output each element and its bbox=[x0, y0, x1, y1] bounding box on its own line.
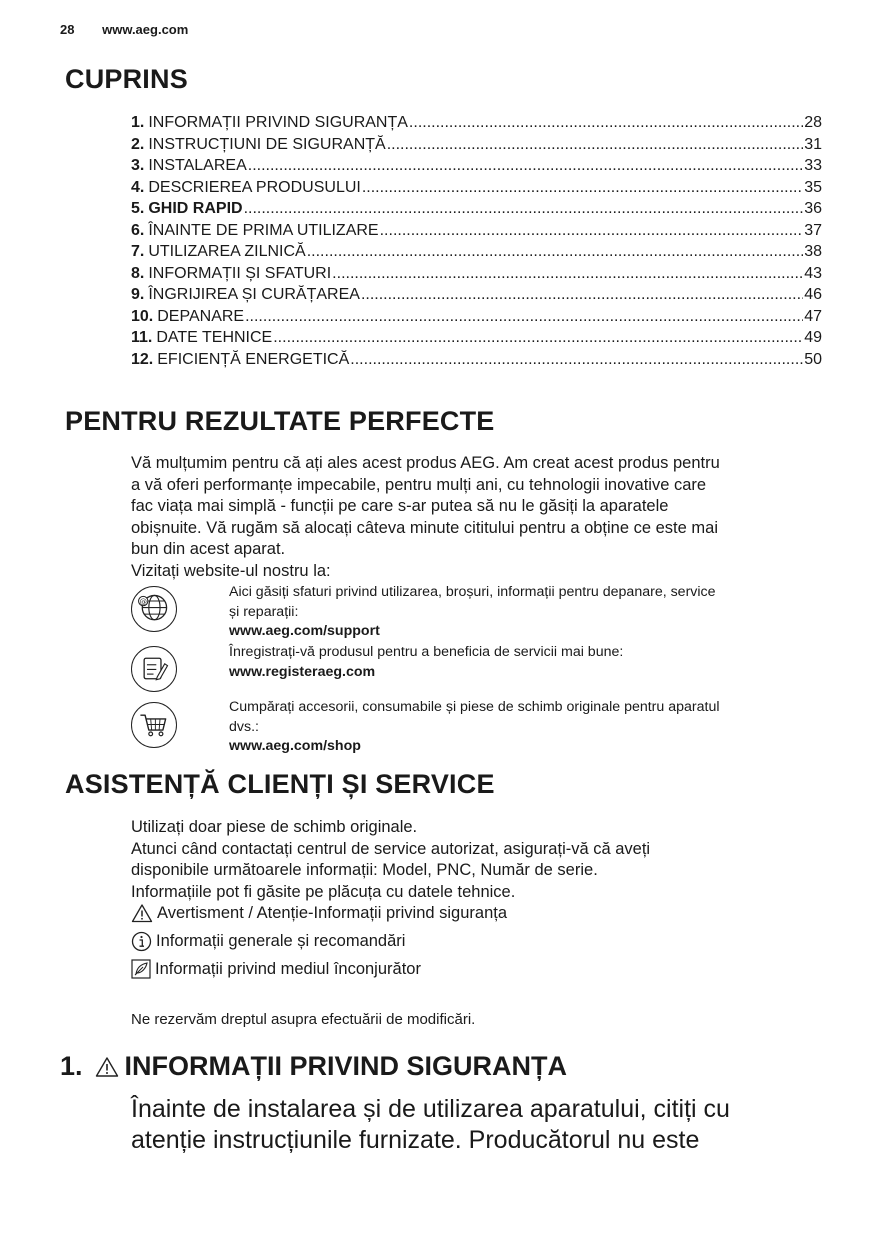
toc-number: 6. bbox=[131, 221, 145, 239]
globe-icon bbox=[131, 586, 177, 632]
toc-item[interactable] bbox=[131, 177, 822, 199]
toc-item[interactable] bbox=[131, 112, 822, 134]
register-form-icon bbox=[131, 646, 177, 692]
safety-intro bbox=[131, 1094, 831, 1156]
toc-number: 2. bbox=[131, 135, 145, 153]
legend-warning bbox=[131, 903, 507, 923]
toc-item[interactable] bbox=[131, 220, 822, 242]
safety-line: atenție instrucțiunile furnizate. Producătorul nu este bbox=[131, 1126, 700, 1154]
support-url[interactable]: www.aeg.com/support bbox=[229, 623, 380, 639]
legend-environment bbox=[131, 959, 421, 979]
toc-number: 9. bbox=[131, 286, 145, 303]
toc-item[interactable] bbox=[131, 134, 822, 156]
toc-title: INFORMAȚII PRIVIND SIGURANȚA bbox=[148, 114, 408, 131]
toc-number: 11. bbox=[131, 329, 153, 346]
service-line: Informațiile pot fi găsite pe plăcuța cu datele tehnice. bbox=[131, 882, 516, 901]
toc-item[interactable] bbox=[131, 263, 822, 285]
toc-title: ÎNGRIJIREA ȘI CURĂȚAREA bbox=[148, 286, 360, 303]
shop-url[interactable]: www.aeg.com/shop bbox=[229, 738, 361, 754]
intro-line: bun din acest aparat. bbox=[131, 540, 286, 558]
intro-paragraph bbox=[131, 453, 821, 582]
toc-number: 7. bbox=[131, 243, 145, 260]
info-icon bbox=[131, 931, 152, 952]
toc-page: 46 bbox=[804, 286, 822, 303]
toc-page: 35 bbox=[804, 178, 822, 196]
toc-title: GHID RAPID bbox=[148, 200, 243, 217]
shop-description: Cumpărați accesorii, consumabile și piese de schimb originale pentru aparatul bbox=[229, 699, 720, 715]
toc-item[interactable] bbox=[131, 349, 822, 371]
toc-item[interactable] bbox=[131, 198, 822, 220]
warning-icon bbox=[131, 903, 153, 923]
safety-section-title: INFORMAȚII PRIVIND SIGURANȚA bbox=[124, 1051, 568, 1081]
toc-number: 3. bbox=[131, 157, 145, 174]
perfect-results-title: PENTRU REZULTATE PERFECTE bbox=[65, 406, 495, 436]
support-description: Aici găsiți sfaturi privind utilizarea, broșuri, informații pentru depanare, service bbox=[229, 584, 716, 600]
shop-description-cont: dvs.: bbox=[229, 718, 259, 735]
safety-line: Înainte de instalarea și de utilizarea aparatului, citiți cu bbox=[131, 1095, 730, 1123]
service-line: disponibile următoarele informații: Model, PNC, Număr de serie. bbox=[131, 861, 598, 879]
toc-title: INSTRUCȚIUNI DE SIGURANȚĂ bbox=[148, 135, 386, 153]
legend-warning-text: Avertisment / Atenție-Informații privind siguranța bbox=[157, 903, 508, 922]
toc-page: 28 bbox=[804, 114, 822, 131]
toc-title: INSTALAREA bbox=[148, 157, 247, 174]
toc-number: 4. bbox=[131, 178, 145, 196]
register-url[interactable]: www.registeraeg.com bbox=[229, 663, 376, 680]
support-description-cont: și reparații: bbox=[229, 603, 299, 620]
environment-icon bbox=[131, 959, 151, 979]
toc-number: 8. bbox=[131, 264, 145, 282]
svg-text:@: @ bbox=[139, 596, 147, 606]
toc-title: DATE TEHNICE bbox=[156, 329, 273, 346]
service-line: Atunci când contactați centrul de service autorizat, asigurați-vă că aveți bbox=[131, 839, 651, 858]
toc-title: INFORMAȚII ȘI SFATURI bbox=[148, 264, 332, 282]
toc-number: 1. bbox=[131, 114, 145, 131]
toc-page: 49 bbox=[804, 329, 822, 346]
register-description: Înregistrați-vă produsul pentru a beneficia de servicii mai bune: bbox=[229, 644, 624, 660]
reserve-note: Ne rezervăm dreptul asupra efectuării de modificări. bbox=[131, 1011, 476, 1028]
support-link-text bbox=[229, 583, 819, 642]
visit-text: Vizitați website-ul nostru la: bbox=[131, 561, 331, 580]
legend-environment-text: Informații privind mediul înconjurător bbox=[155, 959, 421, 978]
warning-icon bbox=[95, 1056, 119, 1078]
intro-line: a vă oferi performanțe impecabile, pentru mulți ani, cu tehnologii inovative care bbox=[131, 475, 707, 494]
toc-number: 5. bbox=[131, 200, 145, 217]
toc-page: 38 bbox=[804, 243, 822, 260]
service-line: Utilizați doar piese de schimb originale. bbox=[131, 818, 418, 836]
contents-title: CUPRINS bbox=[65, 64, 188, 94]
toc-title: DESCRIEREA PRODUSULUI bbox=[148, 178, 361, 196]
toc-title: EFICIENȚĂ ENERGETICĂ bbox=[157, 350, 350, 368]
safety-section-heading bbox=[60, 1051, 567, 1082]
website-link[interactable]: www.aeg.com bbox=[102, 22, 189, 37]
toc-title: UTILIZAREA ZILNICĂ bbox=[148, 243, 306, 260]
shopping-cart-icon bbox=[131, 702, 177, 748]
table-of-contents bbox=[131, 112, 822, 370]
toc-page: 47 bbox=[804, 307, 822, 325]
toc-number: 12. bbox=[131, 350, 154, 368]
page-header bbox=[60, 22, 188, 37]
page-number: 28 bbox=[60, 22, 75, 37]
intro-line: fac viața mai simplă - funcții pe care s-ar putea să nu le găsiți la aparatele bbox=[131, 497, 669, 515]
toc-item[interactable] bbox=[131, 241, 822, 263]
legend-info-text: Informații generale și recomandări bbox=[156, 932, 406, 950]
toc-title: DEPANARE bbox=[157, 307, 245, 325]
legend-info bbox=[131, 931, 405, 952]
toc-item[interactable] bbox=[131, 306, 822, 328]
intro-line: Vă mulțumim pentru că ați ales acest produs AEG. Am creat acest produs pentru bbox=[131, 454, 720, 472]
toc-item[interactable] bbox=[131, 155, 822, 177]
toc-title: ÎNAINTE DE PRIMA UTILIZARE bbox=[148, 221, 379, 239]
toc-page: 43 bbox=[804, 264, 822, 282]
toc-page: 37 bbox=[804, 221, 822, 239]
service-title: ASISTENȚĂ CLIENȚI ȘI SERVICE bbox=[65, 769, 495, 799]
intro-line: obișnuite. Vă rugăm să alocați câteva minute cititului pentru a obține ce este mai bbox=[131, 518, 718, 537]
service-paragraph bbox=[131, 817, 821, 903]
toc-item[interactable] bbox=[131, 284, 822, 306]
toc-page: 36 bbox=[804, 200, 822, 217]
shop-link-text bbox=[229, 698, 819, 757]
toc-item[interactable] bbox=[131, 327, 822, 349]
toc-page: 33 bbox=[804, 157, 822, 174]
toc-page: 31 bbox=[804, 135, 822, 153]
safety-section-number: 1. bbox=[60, 1051, 83, 1081]
toc-page: 50 bbox=[804, 350, 822, 368]
toc-number: 10. bbox=[131, 307, 154, 325]
register-link-text bbox=[229, 643, 819, 682]
